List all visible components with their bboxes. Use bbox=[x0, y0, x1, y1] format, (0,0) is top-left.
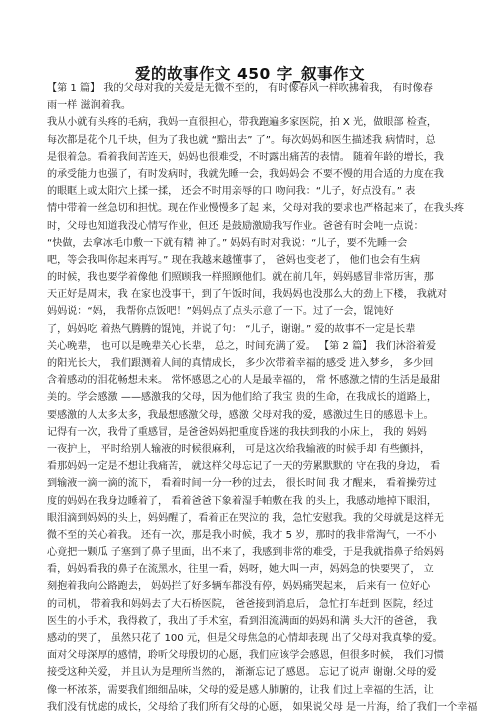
document-title: 爱的故事作文 450 字_叙事作文 bbox=[135, 65, 365, 83]
body-line: 关心晚辈， 也可以是晚辈关心长辈， 总之，时间充满了爱。 【第 2 篇】 我们沐浴着爱 bbox=[47, 340, 437, 352]
body-line: 我从小就有头疼的毛病，我妈一直很担心，带我跑遍多家医院，拍 X 光，做眼部 检查， bbox=[47, 117, 438, 129]
body-line: 妈妈说：“妈， 我帮你点饭吧！”妈妈点了点头示意了一下。过了一会，馄饨好 bbox=[47, 306, 394, 318]
body-line: 要感激的人太多太多，我最想感激父母，感激 父母对我的爱，感激过生日的感恩卡上。 bbox=[47, 409, 434, 421]
body-line: 美的。学会感激 ——感激我的父母，因为他们给了我宝 贵的生命，在我成长的道路上， bbox=[47, 392, 437, 404]
body-line: 记得有一次，我骨了重感冒，是爸爸妈妈把重度昏迷的我扶到我的小床上， 我的 妈妈 bbox=[47, 426, 427, 438]
body-line: 微不至的关心着我。 还有一次，那是我小时候，我才 5 岁，那时的我非常淘气，一不小 bbox=[47, 529, 437, 541]
body-line: 【第 1 篇】 我的父母对我的关爱是无微不至的， 有时像春风一样吹拂着我， 有时像春 bbox=[47, 83, 433, 94]
body-line: 医生的小手术，我得救了，我出了手术室，看到泪流满面的妈妈和满 头大汗的爸爸， 我 bbox=[47, 615, 437, 627]
body-line: 的司机， 带着我和妈妈去了大石桥医院， 爸爸接到消息后， 急忙打车赶到 医院，经过 bbox=[47, 598, 434, 610]
body-line: 雨一样 滋润着我。 bbox=[47, 100, 131, 112]
body-line: 感动的哭了， 虽然只花了 100 元，但是父母焦急的心情却表现 出了父母对我真挚的爱。 bbox=[47, 633, 443, 644]
body-line: 含着感动的泪花畅想未来。 常怀感恩之心的人是最幸福的， 常 怀感激之情的生活是最甜 bbox=[47, 375, 441, 387]
body-line: 像一杯浓茶，需要我们细细品味，父母的爱是感人肺腑的，让我 们过上幸福的生活，让 bbox=[47, 684, 434, 696]
body-line: 是很着急。看着我间苦连天，妈妈也很难受，不时露出痛苦的表情。 随着年龄的增长，我 bbox=[47, 151, 444, 163]
body-line: 的眼眶上或太阳穴上揉一揉， 还会不时用亲辱的口 吻问我：“儿子，好点没有。” 表 bbox=[47, 186, 416, 198]
body-line: 每次都是花个几千块，但为了我也就 “黯出去” 了”。每次妈妈和医生描述我 病情时，总 bbox=[47, 134, 436, 146]
body-line: 的承受能力也强了，有时发病时，我就先睡一会，我妈妈会 不要不慢的用合适的力度在我 bbox=[47, 168, 444, 180]
body-line: 心竟把一颗瓜 子塞到了鼻子里面，出不来了，我感到非常的难受，于是我就指鼻子给妈妈 bbox=[47, 547, 444, 559]
body-line: 我们没有忧虑的成长，父母给了我们所有父母的心愿， 如果说父母 是一片海，给了我们一个幸福 bbox=[47, 701, 478, 713]
body-line: 面对父母深厚的感情，聆听父母殷切的心愿，我们应该学会感恩，但很多时候， 我们习惯 bbox=[47, 650, 444, 662]
body-line: 的时候，我也要学着像他 们照顾我一样照顾他们。就在前几年，妈妈感冒非常历害，那 bbox=[47, 272, 434, 284]
body-line: 了，妈妈吃 着热气腾腾的馄饨，并说了句： “儿子，谢谢。” 爱的故事不一定是长辈 bbox=[47, 323, 416, 335]
body-line: “快做，去拿冰毛巾敷一下就有精 神了。” 妈妈有时对我说：“儿子，要不先睡一会 bbox=[47, 237, 408, 249]
body-line: 情中带着一丝急切和担忧。现在作业慢慢多了起 来，父母对我的要求也严格起来了，在我头疼 bbox=[47, 203, 465, 215]
body-line: 看，妈妈看我的鼻子在流黑水，往里一看，妈呀，她大叫一声，妈妈急的快要哭了， 立 bbox=[47, 564, 434, 576]
body-line: 时，父母也知道我没心情写作业，但还 是鼓励激励我写作业。爸爸有时会吨一点说： bbox=[47, 220, 424, 232]
body-line: 到输液一滴一滴的流下， 看着时间一分一秒的过去， 很长时间 我 才醒来， 看着操劳过 bbox=[47, 478, 437, 490]
body-line: 刻抱着我向公路跑去， 妈妈拦了好多辆车都没有停，妈妈痛哭起来， 后来有一 位好心 bbox=[47, 581, 431, 593]
body-line: 天正好是周末，我 在家也没事干，到了午饭时间，我妈妈也没那么大的劲上下楼， 我就对 bbox=[47, 289, 448, 301]
body-line: 接受这种关爱， 并且认为是理所当然的， 渐渐忘记了感恩。 忘记了说声 谢谢.父母的爱 bbox=[47, 667, 437, 679]
body-line: 的阳光长大， 我们跟测着人间的真情成长， 多少次带着幸福的感受 进入梦乡， 多少回 bbox=[47, 358, 434, 369]
body-line: 吧，等会我叫你起来再写。” 现在我越来越懂事了， 爸妈也变老了， 他们也会有生病 bbox=[47, 254, 421, 266]
body-line: 眼泪滴到妈妈的头上，妈妈醒了，看着正在哭泣的 我，急忙安慰我。我的父母就是这样无 bbox=[47, 512, 444, 524]
document-body bbox=[47, 80, 478, 716]
body-line: 看那妈妈一定是不想让我痛苦， 就这样父母忘记了一天的劳累默默的 守在我的身边， 看 bbox=[47, 461, 441, 473]
body-line: 度的妈妈在我身边睡着了， 看着爸爸下象着湿手帕敷在我 的头上，我感动地掉下眼泪， bbox=[47, 495, 437, 507]
body-line: 一夜护上， 平时给别人输液的时候很麻利， 可是这次给我输液的时候手却 有些颤抖， bbox=[47, 443, 431, 455]
